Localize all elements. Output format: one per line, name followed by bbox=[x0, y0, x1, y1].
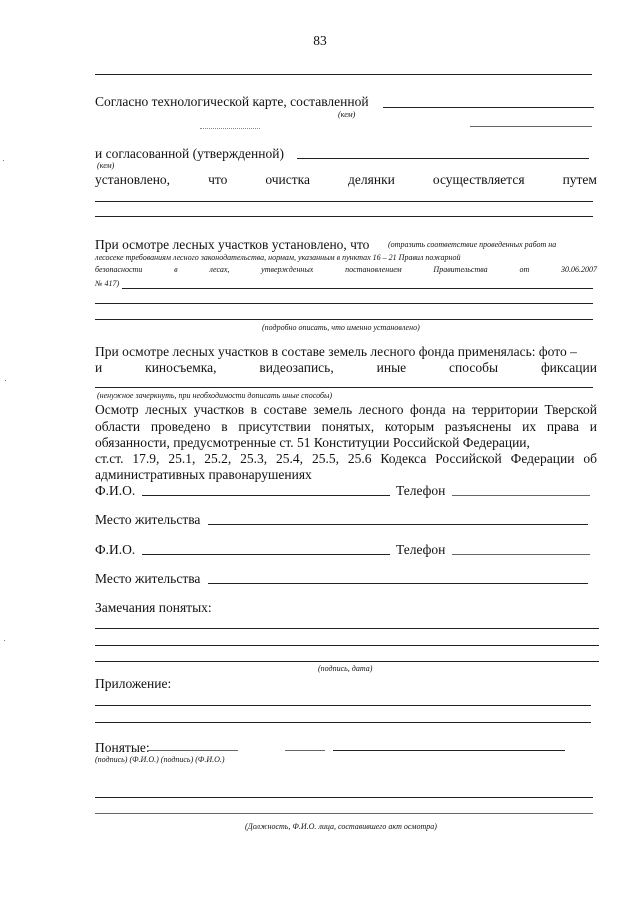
word: которым bbox=[384, 419, 435, 434]
word: в bbox=[250, 402, 257, 417]
inspection2-field[interactable] bbox=[95, 387, 593, 388]
inspection1-note-2: лесосеке требованиям лесного законодательства, нормам, указанным в пунктах 16 – 21 Правил пожарной bbox=[95, 253, 461, 262]
witness-text-line-5: административных правонарушениях bbox=[95, 467, 312, 482]
witness2-phone-label: Телефон bbox=[396, 542, 446, 557]
word: присутствии bbox=[238, 419, 311, 434]
scan-artifact bbox=[5, 380, 6, 381]
word: 25.6 bbox=[347, 451, 372, 466]
established-field-1[interactable] bbox=[95, 201, 593, 202]
word: очистка bbox=[265, 172, 311, 187]
witness1-fio-label: Ф.И.О. bbox=[95, 483, 136, 498]
techcard-field-2[interactable] bbox=[470, 126, 592, 127]
word: Кодекса bbox=[380, 451, 427, 466]
word: путем bbox=[562, 172, 597, 187]
remarks-hint: (подпись, дата) bbox=[318, 664, 373, 673]
word: безопасности bbox=[95, 265, 143, 274]
witness1-phone-field[interactable] bbox=[452, 495, 590, 496]
witness1-signature-field[interactable] bbox=[148, 750, 238, 751]
word: лесах, bbox=[209, 265, 230, 274]
word: Тверской bbox=[544, 402, 597, 417]
witnesses-sign-hint: (подпись) (Ф.И.О.) (подпись) (Ф.И.О.) bbox=[95, 755, 225, 764]
word: лесного bbox=[358, 402, 404, 417]
witness2-fio-label: Ф.И.О. bbox=[95, 542, 136, 557]
word: 25.2, bbox=[204, 451, 232, 466]
word: разъяснены bbox=[444, 419, 512, 434]
witness-text-line-3: обязанности, предусмотренные ст. 51 Конституции Российской Федерации, bbox=[95, 435, 530, 450]
inspection1-hint: (подробно описать, что именно установлено) bbox=[262, 323, 420, 332]
word: лесных bbox=[145, 402, 188, 417]
techcard-field[interactable] bbox=[383, 107, 594, 108]
witness2-fio-sign-field[interactable] bbox=[333, 750, 565, 751]
techcard-label: Согласно технологической карте, составленной bbox=[95, 94, 369, 109]
word: проведено bbox=[150, 419, 211, 434]
top-rule bbox=[95, 74, 592, 75]
officer-field-1[interactable] bbox=[95, 797, 593, 798]
word: об bbox=[583, 451, 597, 466]
witness2-phone-field[interactable] bbox=[452, 554, 590, 555]
word: установлено, bbox=[95, 172, 171, 187]
officer-field-2[interactable] bbox=[95, 813, 593, 814]
word: 25.4, bbox=[276, 451, 304, 466]
witness1-phone-label: Телефон bbox=[396, 483, 446, 498]
established-field-2[interactable] bbox=[95, 216, 593, 217]
inspection1-note-1: (отразить соответствие проведенных работ на bbox=[388, 240, 557, 249]
established-line bbox=[95, 172, 597, 188]
inspection1-field-2[interactable] bbox=[95, 303, 593, 304]
attachment-field-2[interactable] bbox=[95, 722, 591, 723]
inspection1-note-3 bbox=[95, 265, 597, 275]
agreed-label: и согласованной (утвержденной) bbox=[95, 146, 284, 161]
word: 30.06.2007 bbox=[561, 265, 597, 274]
word: способы bbox=[449, 360, 499, 375]
word: видеозапись, bbox=[259, 360, 334, 375]
witness2-fio-field[interactable] bbox=[142, 554, 390, 555]
witness2-residence-label: Место жительства bbox=[95, 571, 201, 586]
word: территории bbox=[471, 402, 539, 417]
remarks-field-3[interactable] bbox=[95, 661, 599, 662]
word: 17.9, bbox=[132, 451, 160, 466]
word: что bbox=[208, 172, 228, 187]
word: иные bbox=[376, 360, 407, 375]
scan-dots bbox=[200, 128, 260, 129]
word: и bbox=[95, 360, 103, 375]
word: их bbox=[522, 419, 537, 434]
word: утвержденных bbox=[261, 265, 314, 274]
word: в bbox=[221, 419, 228, 434]
word: Осмотр bbox=[95, 402, 139, 417]
inspection2-hint: (ненужное зачеркнуть, при необходимости дописать иные способы) bbox=[97, 391, 333, 400]
footer-hint: (Должность, Ф.И.О. лица, составившего акт осмотра) bbox=[245, 822, 437, 831]
word: постановлением bbox=[345, 265, 402, 274]
word: составе bbox=[263, 402, 307, 417]
inspection2-line-2 bbox=[95, 360, 597, 376]
word: Федерации bbox=[510, 451, 575, 466]
witness-text-line-4 bbox=[95, 451, 597, 467]
witness1-residence-label: Место жительства bbox=[95, 512, 201, 527]
word: понятых, bbox=[321, 419, 375, 434]
word: права bbox=[546, 419, 579, 434]
witness-text-line-1 bbox=[95, 402, 597, 418]
word: Российской bbox=[435, 451, 502, 466]
witness1-fio-field[interactable] bbox=[142, 495, 390, 496]
inspection2-line-1: При осмотре лесных участков в составе земель лесного фонда применялась: фото – bbox=[95, 344, 577, 359]
witnesses-sign-label: Понятые: bbox=[95, 740, 150, 755]
word: 25.1, bbox=[168, 451, 196, 466]
word: земель bbox=[313, 402, 353, 417]
word: киносъемка, bbox=[145, 360, 217, 375]
attachment-label: Приложение: bbox=[95, 676, 172, 691]
word: Правительства bbox=[433, 265, 488, 274]
word: и bbox=[589, 419, 597, 434]
witness-text-line-2 bbox=[95, 419, 597, 435]
agreed-field[interactable] bbox=[297, 158, 589, 159]
page-number: 83 bbox=[313, 33, 327, 48]
remarks-label: Замечания понятых: bbox=[95, 600, 212, 615]
remarks-field-2[interactable] bbox=[95, 645, 599, 646]
inspection1-note-4: № 417) bbox=[95, 279, 120, 288]
remarks-field-1[interactable] bbox=[95, 628, 599, 629]
inspection1-field-3[interactable] bbox=[95, 319, 593, 320]
word: делянки bbox=[348, 172, 395, 187]
word: на bbox=[452, 402, 466, 417]
word: 25.3, bbox=[240, 451, 268, 466]
word: от bbox=[519, 265, 530, 274]
attachment-field-1[interactable] bbox=[95, 705, 591, 706]
inspection1-field-1[interactable] bbox=[122, 288, 593, 289]
scan-artifact bbox=[3, 160, 4, 161]
word: области bbox=[95, 419, 141, 434]
witness1-residence-field[interactable] bbox=[208, 524, 588, 525]
scan-artifact bbox=[4, 640, 5, 641]
word: ст.ст. bbox=[95, 451, 124, 466]
agreed-hint: (кем) bbox=[97, 161, 115, 170]
word: фонда bbox=[410, 402, 446, 417]
word: фиксации bbox=[540, 360, 597, 375]
word: участков bbox=[193, 402, 245, 417]
witness2-residence-field[interactable] bbox=[208, 583, 588, 584]
techcard-hint: (кем) bbox=[338, 110, 356, 119]
inspection1-title: При осмотре лесных участков установлено, что bbox=[95, 237, 370, 252]
word: в bbox=[174, 265, 178, 274]
word: 25.5, bbox=[311, 451, 339, 466]
word: осуществляется bbox=[432, 172, 525, 187]
witness2-signature-field[interactable] bbox=[285, 750, 325, 751]
